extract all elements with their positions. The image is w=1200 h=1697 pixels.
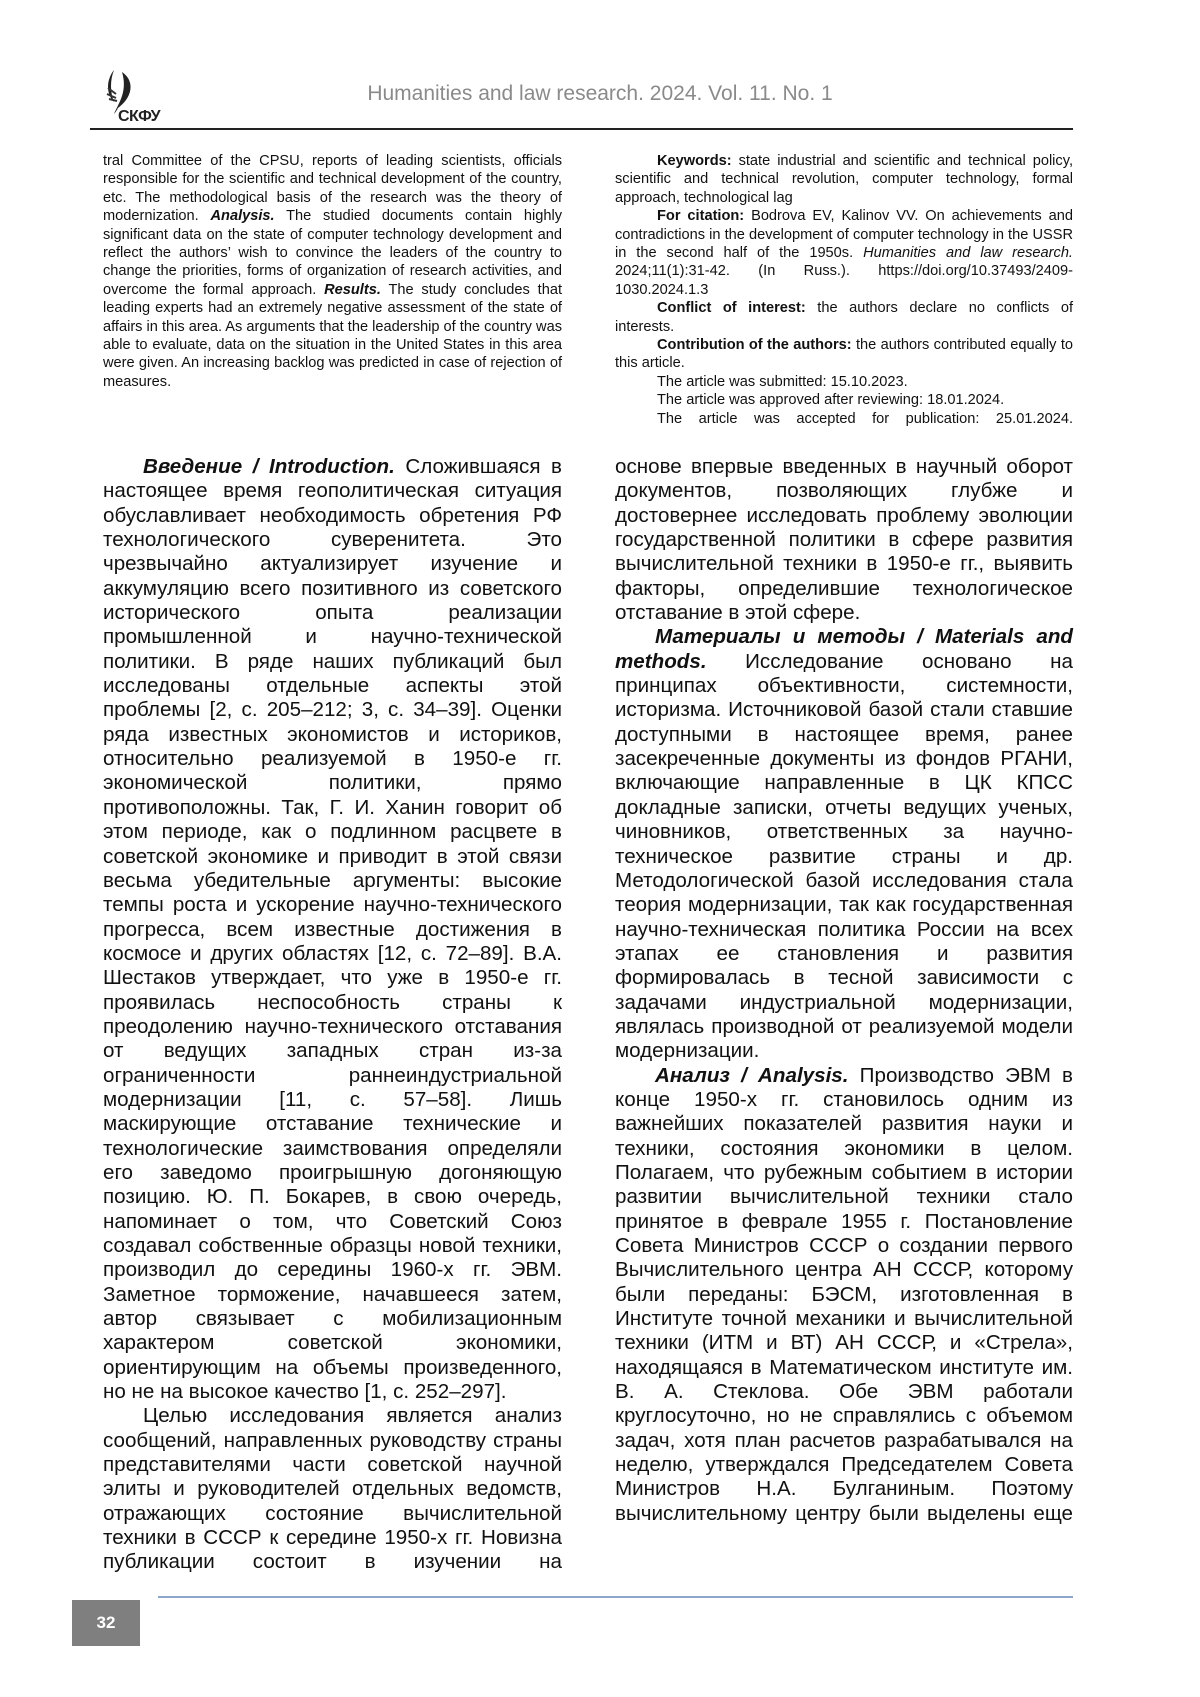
citation-doi[interactable]: 2024;11(1):31-42. (In Russ.). https://doi.org/10.37493/2409-1030.2024.1.3 [615, 263, 1073, 297]
aim-paragraph: Целью исследования является анализ сообщений, направленных руководству страны представителями части советской научной элиты и руководителей отдельных ведомств, отражающих состояние вычислительной техники в СССР к середине 1950-х гг. Новизна публикации состоит в изучении на [103, 1404, 562, 1574]
approved-date: The article was approved after reviewing: 18.01.2024. [615, 391, 1073, 409]
conflict-label: Conflict of interest: [657, 300, 806, 316]
analysis-label: Analysis. [211, 208, 275, 224]
header-divider [90, 128, 1073, 130]
footer-divider [158, 1596, 1073, 1598]
abstract-continuation [103, 152, 562, 391]
contribution [615, 336, 1073, 373]
methods-heading: Материалы и методы / Materials and methods. [615, 625, 1073, 672]
contribution-label: Contribution of the authors: [657, 337, 852, 353]
conflict-of-interest [615, 299, 1073, 336]
analysis-text: Производство ЭВМ в конце 1950-х гг. становилось одним из важнейших показателей развития науки и техники, состояния экономики в целом. Полагаем, что рубежным событием в истории развитии вычислительной техники стало принятое в феврале 1955 г. Постановление Совета Министров СССР о создании первого Вычислительного центра АН СССР, которому были переданы: БЭСМ, изготовленная в Институте точной механики и вычислительной техники (ИТМ и ВТ) АН СССР, и «Стрела», находящаяся в Математическом институте им. В. А. Стеклова. Обе ЭВМ работали круглосуточно, но не справлялись с объемом задач, хотя план расчетов разрабатывался на неделю, утверждался Председателем Совета Министров Н.А. Булганиным. Поэтому вычислительному центру были выделены еще [615, 1064, 1073, 1525]
abstract-text: The studied documents contain highly significant data on the state of computer technology development and reflect the authors’ wish to convince the leaders of the country to change the priorities, forms of organization of research activities, and overcome the formal approach. [103, 208, 562, 298]
logo-text: СКФУ [118, 108, 160, 126]
citation-journal: Humanities and law research. [863, 245, 1073, 261]
contribution-text: the authors contributed equally to this article. [615, 337, 1073, 371]
introduction-paragraph [103, 455, 562, 1404]
conflict-text: the authors declare no conflicts of interests. [615, 300, 1073, 334]
citation-label: For citation: [657, 208, 744, 224]
introduction-heading: Введение / Introduction. [143, 455, 395, 478]
methods-text: Исследование основано на принципах объективности, системности, историзма. Источниковой базой стали ставшие доступными в настоящее время, ранее засекреченные документы из фондов РГАНИ, включающие направленные в ЦК КПСС докладные записки, отчеты ведущих ученых, чиновников, ответственных за научно-техническое развитие страны и др. Методологической базой исследования стала теория модернизации, так как государственная научно-техническая политика России на всех этапах ее становления и развития формировалась в тесной зависимости с задачами индустриальной модернизации, являлась производной от реализуемой модели модернизации. [615, 650, 1073, 1063]
submitted-date: The article was submitted: 15.10.2023. [615, 373, 1073, 391]
article-metadata [615, 152, 1073, 428]
journal-title: Humanities and law research. 2024. Vol. 11. No. 1 [300, 82, 900, 106]
aim-paragraph-continued: основе впервые введенных в научный оборот документов, позволяющих глубже и достовернее исследовать проблему эволюции государственной политики в сфере развития вычислительной техники в 1950-е гг., выявить факторы, определившие технологическое отставание в этой сфере. [615, 455, 1073, 625]
results-label: Results. [324, 282, 381, 298]
analysis-heading: Анализ / Analysis. [655, 1064, 848, 1087]
accepted-date: The article was accepted for publication: 25.01.2024. [615, 410, 1073, 428]
university-logo [100, 68, 180, 130]
introduction-text: Сложившаяся в настоящее время геополитическая ситуация обуславливает необходимость обретения РФ технологического суверенитета. Это чрезвычайно актуализирует изучение и аккумуляцию всего позитивного из советского исторического опыта реализации промышленной и научно-технической политики. В ряде наших публикаций был исследованы отдельные аспекты этой проблемы [2, с. 205–212; 3, с. 34–39]. Оценки ряда известных экономистов и историков, относительно реализуемой в 1950-е гг. экономической политики, прямо противоположны. Так, Г. И. Ханин говорит об этом периоде, как о подлинном расцвете в советской экономике и приводит в этой связи весьма убедительные аргументы: высокие темпы роста и ускорение научно-технического прогресса, всем известные достижения в космосе и других областях [12, с. 72–89]. В.А. Шестаков утверждает, что уже в 1950-е гг. проявилась неспособность страны к преодолению научно-технического отставания от ведущих западных стран из-за ограниченности раннеиндустриальной модернизации [11, с. 57–58]. Лишь маскирующие отставание технические и технологические заимствования определяли его заведомо проигрышную догоняющую позицию. Ю. П. Бокарев, в свою очередь, напоминает о том, что Советский Союз создавал собственные образцы новой техники, производил до середины 1960-х гг. ЭВМ. Заметное торможение, начавшееся затем, автор связывает с мобилизационным характером советской экономики, ориентирующим на объемы произведенного, но не на высокое качество [1, с. 252–297]. [103, 455, 562, 1403]
abstract-text: tral Committee of the CPSU, reports of leading scientists, officials responsible for the scientific and technical development of the country, etc. The methodological basis of the research was the theory of modernization. [103, 153, 562, 224]
citation-text: Bodrova EV, Kalinov VV. On achievements and contradictions in the development of computer technology in the USSR in the second half of the 1950s. [615, 208, 1073, 261]
abstract-text: The study concludes that leading experts had an extremely negative assessment of the state of affairs in this area. As arguments that the leadership of the country was able to evaluate, data on the situation in the United States in this area were given. An increasing backlog was predicted in case of rejection of measures. [103, 282, 562, 390]
body-column-left [103, 455, 562, 1575]
keywords-text: state industrial and scientific and technical policy, scientific and technical revolution, computer technology, formal approach, technological lag [615, 153, 1073, 206]
body-column-right [615, 455, 1073, 1526]
methods-paragraph [615, 625, 1073, 1063]
keywords [615, 152, 1073, 207]
analysis-paragraph [615, 1064, 1073, 1527]
keywords-label: Keywords: [657, 153, 732, 169]
citation [615, 207, 1073, 299]
page-number: 32 [72, 1600, 140, 1646]
